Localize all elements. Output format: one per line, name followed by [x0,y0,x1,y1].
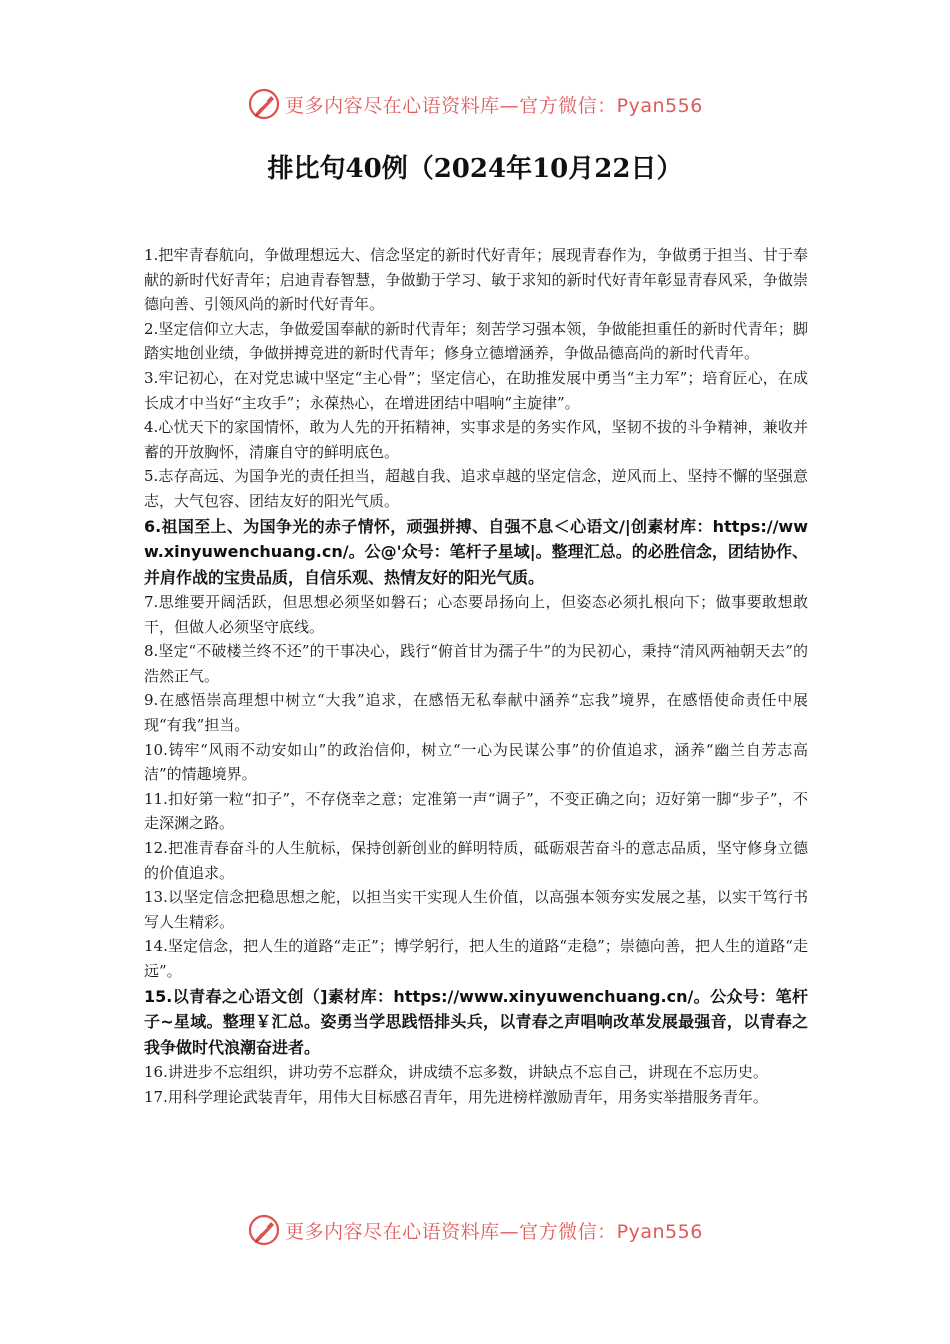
header-banner [0,84,950,124]
footer-banner [0,1210,950,1250]
paragraph-5: 5.志存高远、为国争光的责任担当，超越自我、追求卓越的坚定信念，逆风而上、坚持不懈的坚强意志，大气包容、团结友好的阳光气质。 [144,467,808,510]
paragraph-1: 1.把牢青春航向，争做理想远大、信念坚定的新时代好青年；展现青春作为，争做勇于担当、甘于奉献的新时代好青年；启迪青春智慧，争做勤于学习、敏于求知的新时代好青年彰显青春风采，争做崇德向善、引领风尚的新时代好青年。 [144,246,808,314]
paragraph-10: 10.铸牢“风雨不动安如山”的政治信仰，树立“一心为民谋公事”的价值追求，涵养“幽兰自芳志高洁”的情趣境界。 [144,740,808,784]
paragraph-15: 15.以青春之心语文创（]素材库：https://www.xinyuwenchuang.cn/。公众号：笔杆子~星域。整理￥汇总。姿勇当学思践悟排头兵，以青春之声唱响改革发展最强音，以青春之我争做时代浪潮奋进者。 [144,986,808,1057]
quill-pen-logo-icon [247,1213,281,1247]
quill-pen-logo-icon [247,87,281,121]
paragraph-17: 17.用科学理论武装青年，用伟大目标感召青年，用先进榜样激励青年，用务实举措服务青年。 [144,1087,768,1106]
paragraph-14: 14.坚定信念，把人生的道路“走正”；博学躬行，把人生的道路“走稳”；崇德向善，把人生的道路“走远”。 [144,937,808,980]
paragraph-4: 4.心忧天下的家国情怀，敢为人先的开拓精神，实事求是的务实作风，坚韧不拔的斗争精神，兼收并蓄的开放胸怀，清廉自守的鲜明底色。 [144,418,808,461]
paragraph-7: 7.思维要开阔活跃，但思想必须坚如磐石；心态要昂扬向上，但姿态必须扎根向下；做事要敢想敢干，但做人必须坚守底线。 [144,593,808,636]
paragraph-8: 8.坚定“不破楼兰终不还”的干事决心，践行“俯首甘为孺子牛”的为民初心，秉持“清风两袖朝天去”的浩然正气。 [144,642,808,685]
document-title: 排比句40例（2024年10月22日） [267,154,683,184]
document-body [144,243,808,1109]
paragraph-16: 16.讲进步不忘组织，讲功劳不忘群众，讲成绩不忘多数，讲缺点不忘自己，讲现在不忘历史。 [144,1063,768,1082]
paragraph-9: 9.在感悟崇高理想中树立“大我”追求，在感悟无私奉献中涵养“忘我”境界，在感悟使命责任中展现“有我”担当。 [144,691,808,734]
paragraph-11: 11.扣好第一粒“扣子”，不存侥幸之意；定准第一声“调子”，不变正确之向；迈好第一脚“步子”，不走深渊之路。 [144,789,808,833]
paragraph-6: 6.祖国至上、为国争光的赤子情怀，顽强拼搏、自强不息＜心语文/|创素材库：https://www.xinyuwenchuang.cn/。公@'众号：笔杆子星域|。整理汇总。的必胜信念，团结协作、并肩作战的宝贵品质，自信乐观、热情友好的阳光气质。 [144,516,808,587]
paragraph-3: 3.牢记初心，在对党忠诚中坚定“主心骨”；坚定信心，在助推发展中勇当“主力军”；培育匠心，在成长成才中当好“主攻手”；永葆热心，在增进团结中唱响“主旋律”。 [144,368,808,412]
paragraph-13: 13.以坚定信念把稳思想之舵，以担当实干实现人生价值，以高强本领夯实发展之基，以实干笃行书写人生精彩。 [144,888,808,931]
banner-text: 更多内容尽在心语资料库—官方微信：Pyan556 [285,94,703,117]
paragraph-12: 12.把准青春奋斗的人生航标，保持创新创业的鲜明特质，砥砺艰苦奋斗的意志品质，坚守修身立德的价值追求。 [144,838,808,882]
paragraph-2: 2.坚定信仰立大志，争做爱国奉献的新时代青年；刻苦学习强本领，争做能担重任的新时代青年；脚踏实地创业绩，争做拼搏竞进的新时代青年；修身立德增涵养，争做品德高尚的新时代青年。 [144,319,808,363]
banner-text: 更多内容尽在心语资料库—官方微信：Pyan556 [285,1220,703,1243]
